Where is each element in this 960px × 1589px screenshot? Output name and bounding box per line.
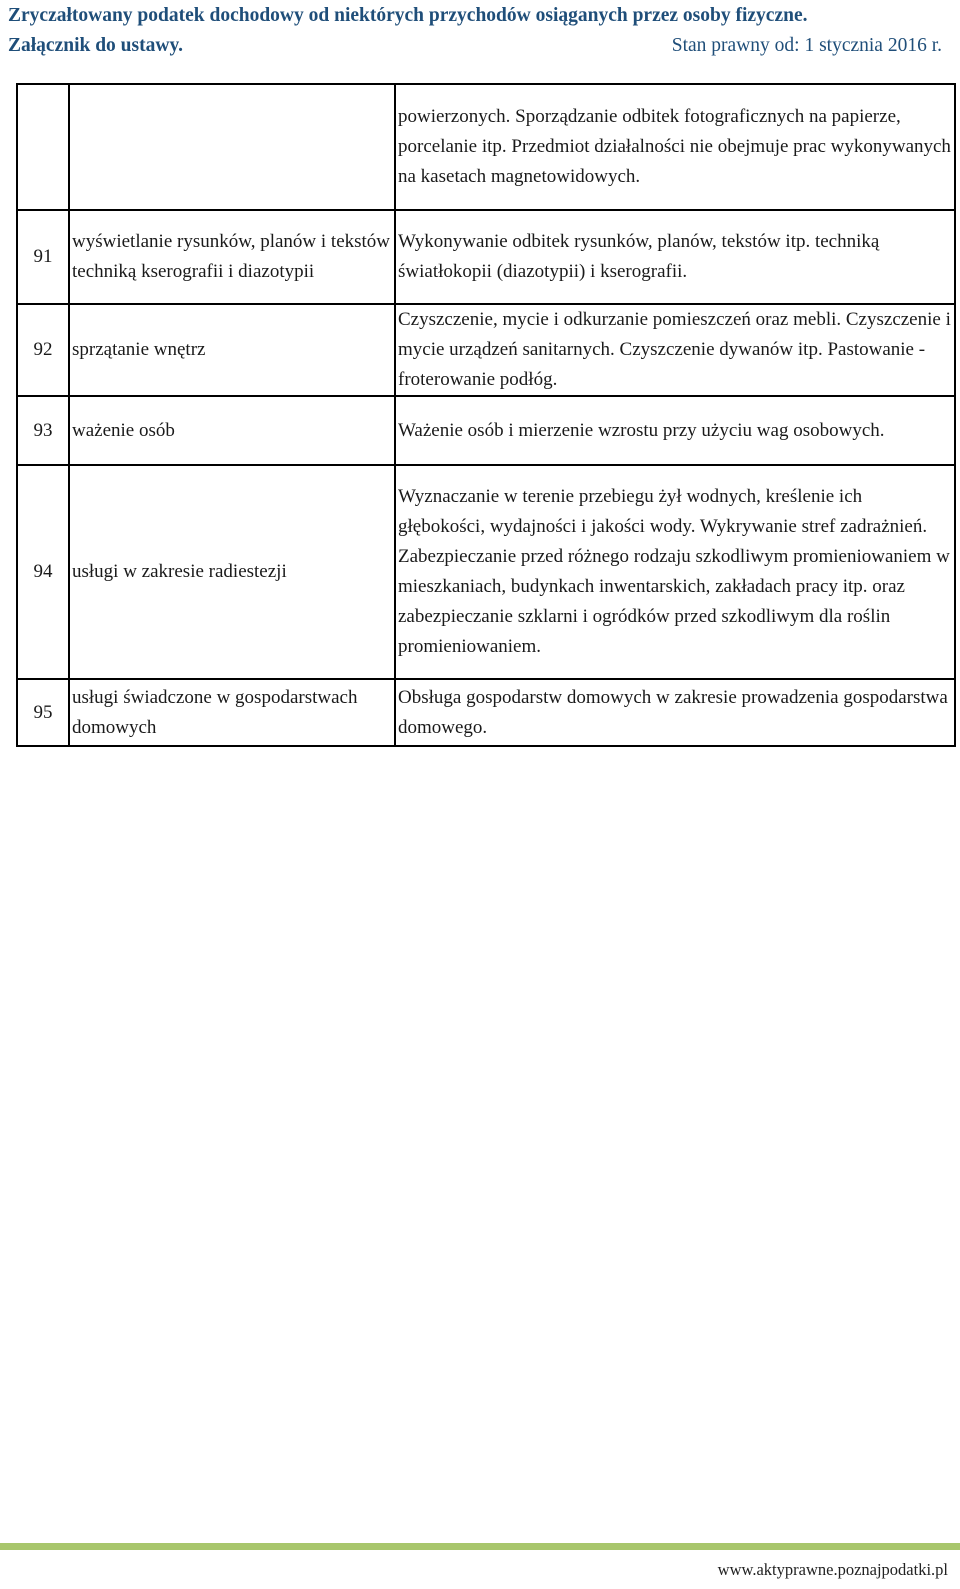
activity-name: ważenie osób [69, 396, 395, 465]
activity-description: Ważenie osób i mierzenie wzrostu przy użyciu wag osobowych. [395, 396, 955, 465]
table-row [17, 210, 955, 304]
activities-table [16, 83, 956, 747]
activity-name: wyświetlanie rysunków, planów i tekstów techniką kserografii i diazotypii [69, 210, 395, 304]
row-number [17, 84, 69, 210]
activity-description: powierzonych. Sporządzanie odbitek fotograficznych na papierze, porcelanie itp. Przedmiot działalności nie obejmuje prac wykonywanych na kasetach magnetowidowych. [395, 84, 955, 210]
activity-name: usługi świadczone w gospodarstwach domowych [69, 679, 395, 746]
activity-name: usługi w zakresie radiestezji [69, 465, 395, 679]
row-number: 94 [17, 465, 69, 679]
table-row [17, 304, 955, 396]
activity-name: sprzątanie wnętrz [69, 304, 395, 396]
document-subtitle-line [8, 32, 952, 60]
activity-name [69, 84, 395, 210]
footer-divider [0, 1543, 960, 1550]
table-row [17, 396, 955, 465]
annex-label: Załącznik do ustawy. [8, 35, 183, 56]
activity-description: Wykonywanie odbitek rysunków, planów, tekstów itp. techniką światłokopii (diazotypii) i kserografii. [395, 210, 955, 304]
footer-website-link[interactable]: www.aktyprawne.poznajpodatki.pl [717, 1560, 948, 1579]
activity-description: Czyszczenie, mycie i odkurzanie pomieszczeń oraz mebli. Czyszczenie i mycie urządzeń sanitarnych. Czyszczenie dywanów itp. Pastowanie - froterowanie podłóg. [395, 304, 955, 396]
row-number: 91 [17, 210, 69, 304]
row-number: 95 [17, 679, 69, 746]
legal-state-date: Stan prawny od: 1 stycznia 2016 r. [671, 35, 942, 56]
document-title: Zryczałtowany podatek dochodowy od niektórych przychodów osiąganych przez osoby fizyczne. [8, 5, 808, 26]
table-row [17, 679, 955, 746]
row-number: 93 [17, 396, 69, 465]
table-row [17, 465, 955, 679]
activity-description: Obsługa gospodarstw domowych w zakresie prowadzenia gospodarstwa domowego. [395, 679, 955, 746]
activity-description: Wyznaczanie w terenie przebiegu żył wodnych, kreślenie ich głębokości, wydajności i jakości wody. Wykrywanie stref zadrażnień. Zabezpieczanie przed różnego rodzaju szkodliwym promieniowaniem w mieszkaniach, budynkach inwentarskich, zakładach pracy itp. oraz zabezpieczanie szklarni i ogródków przed szkodliwym dla roślin promieniowaniem. [395, 465, 955, 679]
table-row [17, 84, 955, 210]
row-number: 92 [17, 304, 69, 396]
